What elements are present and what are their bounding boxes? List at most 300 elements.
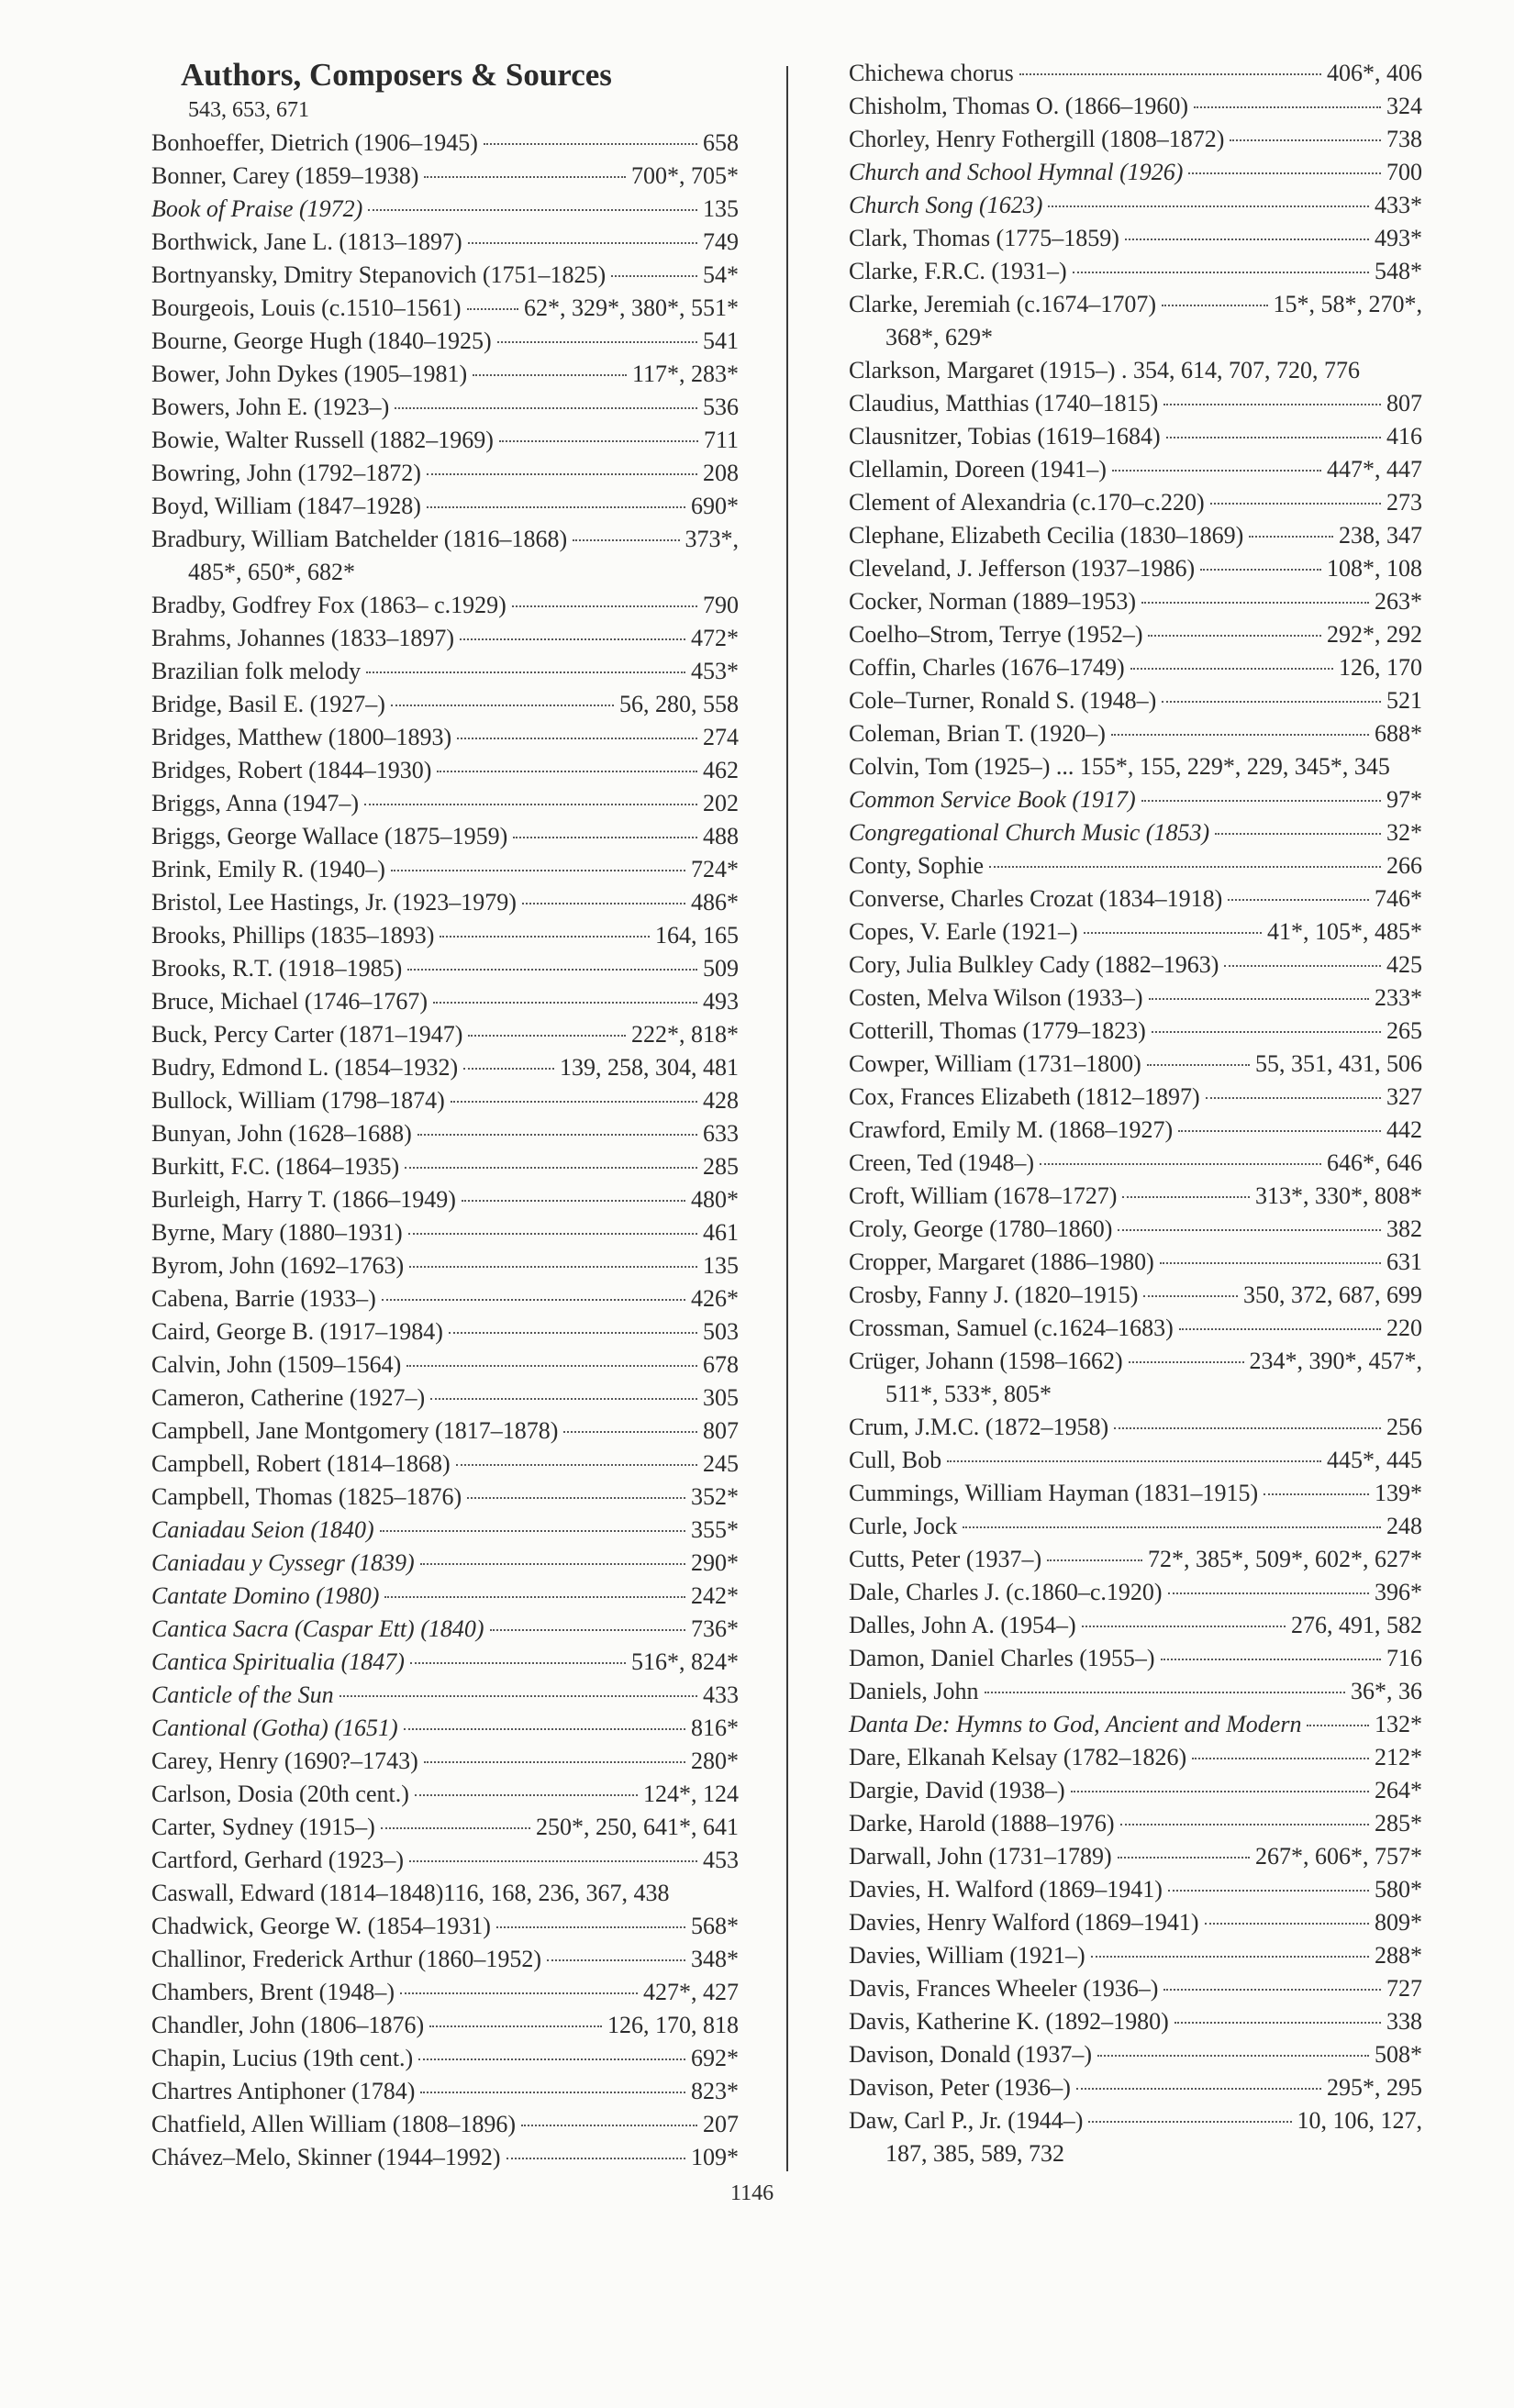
entry-name: Bunyan, John (1628–1688) — [151, 1120, 412, 1147]
dot-leader — [1148, 635, 1321, 637]
entry-name: Chichewa chorus — [849, 60, 1014, 86]
entry-pages: 690* — [691, 493, 739, 519]
dot-leader — [1129, 1361, 1244, 1363]
index-entry — [151, 193, 739, 226]
entry-name: Bonhoeffer, Dietrich (1906–1945) — [151, 129, 478, 156]
dot-leader — [963, 1526, 1381, 1528]
index-entry — [849, 1774, 1422, 1807]
dot-leader — [449, 1332, 697, 1334]
entry-pages: 285 — [703, 1153, 739, 1180]
dot-leader — [1076, 2088, 1321, 2090]
entry-pages: 425 — [1386, 951, 1422, 978]
entry-name: Bridge, Basil E. (1927–) — [151, 691, 385, 717]
index-entry — [151, 1117, 739, 1150]
index-entry — [151, 1745, 739, 1778]
entry-pages: 267*, 606*, 757* — [1255, 1843, 1422, 1870]
entry-name: Byrne, Mary (1880–1931) — [151, 1219, 403, 1246]
entry-name: Campbell, Jane Montgomery (1817–1878) — [151, 1417, 559, 1444]
entry-pages: 135 — [703, 195, 739, 222]
index-entry — [849, 651, 1422, 684]
entry-pages: 746* — [1375, 885, 1422, 912]
dot-leader — [1088, 2121, 1291, 2123]
entry-pages: 280* — [691, 1748, 739, 1774]
entry-pages: 295*, 295 — [1327, 2074, 1422, 2101]
entry-name: Bradbury, William Batchelder (1816–1868) — [151, 526, 568, 552]
entry-name: Cole–Turner, Ronald S. (1948–) — [849, 687, 1157, 714]
entry-name: Dare, Elkanah Kelsay (1782–1826) — [849, 1744, 1187, 1770]
dot-leader — [1097, 2055, 1369, 2057]
entry-name: Church and School Hymnal (1926) — [849, 159, 1184, 185]
index-entry — [151, 127, 739, 160]
dot-leader — [391, 870, 685, 871]
entry-pages: 274 — [703, 724, 739, 750]
dot-leader — [1122, 1196, 1250, 1198]
entry-pages: 736* — [691, 1615, 739, 1642]
index-entry — [151, 655, 739, 688]
entry-name: Coffin, Charles (1676–1749) — [849, 654, 1125, 681]
dot-leader — [380, 1530, 685, 1532]
dot-leader — [1205, 1923, 1369, 1925]
entry-name: Davies, H. Walford (1869–1941) — [849, 1876, 1163, 1903]
entry-pages: 139* — [1375, 1480, 1422, 1506]
index-entry — [151, 1976, 739, 2009]
entry-pages: 233* — [1375, 984, 1422, 1011]
dot-leader — [424, 1761, 685, 1763]
entry-pages: 355* — [691, 1516, 739, 1543]
entry-pages: 816* — [691, 1714, 739, 1741]
column-divider — [786, 66, 788, 2171]
index-entry — [849, 57, 1422, 90]
dot-leader — [1091, 1956, 1369, 1958]
index-entry — [849, 1840, 1422, 1873]
index-entry — [151, 2042, 739, 2075]
entry-name: Clellamin, Doreen (1941–) — [849, 456, 1107, 483]
entry-pages: 273 — [1386, 489, 1422, 516]
entry-name: Borthwick, Jane L. (1813–1897) — [151, 228, 462, 255]
index-entry — [849, 1444, 1422, 1477]
entry-name: Carey, Henry (1690?–1743) — [151, 1748, 418, 1774]
entry-pages: 276, 491, 582 — [1291, 1612, 1422, 1638]
entry-pages: 220 — [1386, 1315, 1422, 1341]
entry-pages: 263* — [1375, 588, 1422, 615]
entry-name: Clausnitzer, Tobias (1619–1684) — [849, 423, 1161, 449]
dot-leader — [484, 143, 697, 145]
entry-name: Chapin, Lucius (19th cent.) — [151, 2045, 414, 2071]
entry-pages: 445*, 445 — [1327, 1447, 1422, 1473]
dot-leader — [1200, 569, 1321, 571]
dot-leader — [340, 1695, 697, 1697]
entry-pages: 461 — [703, 1219, 739, 1246]
entry-pages: 427*, 427 — [643, 1979, 739, 2005]
dot-leader — [1168, 1890, 1369, 1892]
dot-leader — [1040, 1163, 1321, 1165]
entry-pages: 433* — [1375, 192, 1422, 218]
entry-name: Brooks, R.T. (1918–1985) — [151, 955, 403, 982]
index-entry — [849, 982, 1422, 1015]
entry-name: Bridges, Robert (1844–1930) — [151, 757, 432, 783]
index-entry — [849, 156, 1422, 189]
dot-leader — [1125, 239, 1369, 240]
entry-name: Dargie, David (1938–) — [849, 1777, 1065, 1803]
entry-pages: 250*, 250, 641*, 641 — [536, 1814, 739, 1840]
section-title: Authors, Composers & Sources — [181, 57, 612, 93]
index-entry — [849, 1741, 1422, 1774]
entry-pages: 488 — [703, 823, 739, 849]
entry-pages: 568* — [691, 1913, 739, 1939]
dot-leader — [409, 1266, 697, 1268]
dot-leader — [1206, 1097, 1381, 1099]
entry-name: Briggs, Anna (1947–) — [151, 790, 360, 816]
dot-leader — [1192, 1758, 1369, 1759]
dot-leader — [490, 1629, 685, 1631]
index-entry — [849, 1972, 1422, 2005]
entry-pages: 350, 372, 687, 699 — [1243, 1282, 1422, 1308]
index-entry — [849, 1213, 1422, 1246]
index-entry — [849, 2104, 1422, 2170]
entry-pages: 56, 280, 558 — [619, 691, 739, 717]
dot-leader — [364, 804, 697, 805]
index-entry — [849, 387, 1422, 420]
entry-name: Davis, Frances Wheeler (1936–) — [849, 1975, 1159, 2002]
dot-leader — [1084, 932, 1262, 934]
dot-leader — [573, 539, 679, 541]
entry-name: Davison, Donald (1937–) — [849, 2041, 1093, 2068]
index-entry — [151, 985, 739, 1018]
index-entry — [849, 189, 1422, 222]
entry-name: Crawford, Emily M. (1868–1927) — [849, 1116, 1174, 1143]
entry-pages: 97* — [1386, 786, 1422, 813]
entry-pages: 396* — [1375, 1579, 1422, 1605]
entry-name: Davies, Henry Walford (1869–1941) — [849, 1909, 1199, 1936]
index-entry — [849, 1477, 1422, 1510]
entry-name: Crosby, Fanny J. (1820–1915) — [849, 1282, 1139, 1308]
entry-name: Bower, John Dykes (1905–1981) — [151, 361, 468, 387]
entry-name: Crüger, Johann (1598–1662) — [849, 1348, 1123, 1374]
entry-pages: 711 — [703, 427, 739, 453]
index-entry — [849, 1015, 1422, 1048]
dot-leader — [427, 473, 697, 475]
index-entry — [849, 1675, 1422, 1708]
index-entry — [151, 820, 739, 853]
entry-name: Davis, Katherine K. (1892–1980) — [849, 2008, 1169, 2035]
entry-name: Converse, Charles Crozat (1834–1918) — [849, 885, 1223, 912]
dot-leader — [1073, 272, 1369, 273]
dot-leader — [467, 1497, 685, 1499]
entry-name: Coleman, Brian T. (1920–) — [849, 720, 1106, 747]
entry-pages: 290* — [691, 1549, 739, 1576]
dot-leader — [427, 506, 685, 508]
index-entry — [849, 1642, 1422, 1675]
index-entry — [151, 1877, 739, 1910]
dot-leader — [415, 1794, 638, 1796]
entry-name: Bonner, Carey (1859–1938) — [151, 162, 419, 189]
continuation-line: 543, 653, 671 — [188, 98, 309, 122]
entry-pages: 700 — [1386, 159, 1422, 185]
entry-pages: 348* — [691, 1946, 739, 1972]
entry-name: Bristol, Lee Hastings, Jr. (1923–1979) — [151, 889, 517, 915]
index-entry — [849, 90, 1422, 123]
entry-pages: 442 — [1386, 1116, 1422, 1143]
index-entry — [849, 618, 1422, 651]
entry-pages: 738 — [1386, 126, 1422, 152]
dot-leader — [1161, 1659, 1381, 1660]
dot-leader — [1048, 205, 1369, 207]
entry-pages: 521 — [1386, 687, 1422, 714]
index-entry — [151, 259, 739, 292]
entry-pages: 109* — [691, 2144, 739, 2170]
dot-leader — [1162, 305, 1267, 306]
entry-pages: 548* — [1375, 258, 1422, 284]
dot-leader — [499, 440, 698, 442]
entry-pages: 327 — [1386, 1083, 1422, 1110]
entry-pages: 72*, 385*, 509*, 602*, 627* — [1148, 1546, 1422, 1572]
entry-pages: 480* — [691, 1186, 739, 1213]
entry-pages: 212* — [1375, 1744, 1422, 1770]
left-entry-list — [151, 127, 739, 2174]
index-entry — [151, 1249, 739, 1282]
entry-pages: 164, 165 — [655, 922, 739, 949]
entry-pages: 305 — [703, 1384, 739, 1411]
dot-leader — [395, 407, 697, 409]
entry-pages: 541 — [703, 327, 739, 354]
dot-leader — [1249, 536, 1333, 538]
entry-name: Conty, Sophie — [849, 852, 985, 879]
entry-name: Boyd, William (1847–1928) — [151, 493, 421, 519]
dot-leader — [429, 2025, 602, 2027]
dot-leader — [391, 705, 614, 706]
entry-name: Danta De: Hymns to God, Ancient and Modern — [849, 1711, 1302, 1737]
entry-pages: 117*, 283* — [631, 361, 739, 387]
dot-leader — [1141, 602, 1369, 604]
dot-leader — [366, 671, 685, 673]
index-entry — [849, 1873, 1422, 1906]
right-column — [849, 57, 1422, 2170]
index-entry — [151, 1018, 739, 1051]
entry-name: Cox, Frances Elizabeth (1812–1897) — [849, 1083, 1200, 1110]
entry-pages: 508* — [1375, 2041, 1422, 2068]
entry-pages: 202 — [703, 790, 739, 816]
entry-name: Buck, Percy Carter (1871–1947) — [151, 1021, 463, 1048]
dot-leader — [1019, 73, 1321, 75]
entry-pages: 536 — [703, 394, 739, 420]
entry-name: Chandler, John (1806–1876) — [151, 2012, 425, 2038]
index-entry — [849, 1147, 1422, 1180]
index-entry — [151, 787, 739, 820]
entry-pages: 462 — [703, 757, 739, 783]
entry-pages: 716 — [1386, 1645, 1422, 1671]
dot-leader — [417, 1134, 697, 1136]
index-entry — [849, 915, 1422, 949]
entry-name: Carter, Sydney (1915–) — [151, 1814, 375, 1840]
entry-pages: 135 — [703, 1252, 739, 1279]
dot-leader — [1168, 1592, 1369, 1594]
entry-name: Congregational Church Music (1853) — [849, 819, 1210, 846]
dot-leader — [496, 1926, 685, 1928]
dot-leader — [468, 242, 697, 244]
dot-leader — [1166, 437, 1381, 438]
entry-pages: 486* — [691, 889, 739, 915]
entry-name: Cory, Julia Bulkley Cady (1882–1963) — [849, 951, 1219, 978]
index-entry — [151, 490, 739, 523]
entry-pages: 208 — [703, 460, 739, 486]
index-entry — [151, 2009, 739, 2042]
index-entry — [151, 1778, 739, 1811]
dot-leader — [1224, 965, 1381, 967]
index-entry — [151, 919, 739, 952]
index-entry — [151, 1282, 739, 1315]
dot-leader — [1179, 1328, 1381, 1330]
dot-leader — [408, 1233, 697, 1235]
entry-pages: 382 — [1386, 1215, 1422, 1242]
index-entry — [151, 1150, 739, 1183]
entry-pages: 580* — [1375, 1876, 1422, 1903]
entry-pages: 453* — [691, 658, 739, 684]
index-entry — [849, 1312, 1422, 1345]
index-entry — [849, 519, 1422, 552]
index-entry — [849, 1939, 1422, 1972]
entry-name: Copes, V. Earle (1921–) — [849, 918, 1078, 945]
index-entry — [849, 486, 1422, 519]
dot-leader — [507, 2158, 685, 2159]
entry-pages: 265 — [1386, 1017, 1422, 1044]
entry-name: Cull, Bob — [849, 1447, 942, 1473]
entry-pages: 631 — [1386, 1248, 1422, 1275]
index-entry — [849, 717, 1422, 750]
dot-leader — [521, 2125, 697, 2126]
entry-name: Budry, Edmond L. (1854–1932) — [151, 1054, 459, 1081]
entry-name: Crum, J.M.C. (1872–1958) — [849, 1414, 1109, 1440]
dot-leader — [1147, 1064, 1250, 1066]
index-entry — [849, 1411, 1422, 1444]
entry-pages: 41*, 105*, 485* — [1267, 918, 1422, 945]
entry-name: Cropper, Margaret (1886–1980) — [849, 1248, 1154, 1275]
entry-name: Davies, William (1921–) — [849, 1942, 1085, 1969]
dot-leader — [1188, 172, 1381, 174]
entry-name: Bourgeois, Louis (c.1510–1561) — [151, 294, 462, 321]
dot-leader — [410, 1662, 626, 1664]
entry-name: Bullock, William (1798–1874) — [151, 1087, 445, 1114]
dot-leader — [368, 209, 697, 211]
entry-name: Chartres Antiphoner (1784) — [151, 2078, 416, 2104]
dot-leader — [463, 1068, 554, 1070]
entry-name: Croft, William (1678–1727) — [849, 1182, 1118, 1209]
index-entry — [849, 2071, 1422, 2104]
entry-name: Clark, Thomas (1775–1859) — [849, 225, 1119, 251]
entry-name: Common Service Book (1917) — [849, 786, 1136, 813]
index-entry — [849, 354, 1422, 387]
entry-pages: 256 — [1386, 1414, 1422, 1440]
index-entry — [849, 1543, 1422, 1576]
entry-name: Chambers, Brent (1948–) — [151, 1979, 395, 2005]
entry-name: Cotterill, Thomas (1779–1823) — [849, 1017, 1146, 1044]
entry-pages: 313*, 330*, 808* — [1255, 1182, 1422, 1209]
entry-pages: 108*, 108 — [1327, 555, 1422, 582]
entry-name: Cocker, Norman (1889–1953) — [849, 588, 1137, 615]
dot-leader — [440, 936, 650, 938]
dot-leader — [1111, 734, 1369, 736]
entry-pages: 242* — [691, 1582, 739, 1609]
dot-leader — [409, 1860, 697, 1862]
index-entry — [151, 160, 739, 193]
dot-leader — [405, 1167, 697, 1169]
entry-name: Campbell, Thomas (1825–1876) — [151, 1483, 462, 1510]
entry-name: Bourne, George Hugh (1840–1925) — [151, 327, 492, 354]
dot-leader — [384, 1596, 685, 1598]
entry-name: Crossman, Samuel (c.1624–1683) — [849, 1315, 1174, 1341]
entry-name: Cowper, William (1731–1800) — [849, 1050, 1141, 1077]
entry-pages: 54* — [703, 261, 739, 288]
index-entry — [151, 688, 739, 721]
entry-pages: 503 — [703, 1318, 739, 1345]
entry-pages: 633 — [703, 1120, 739, 1147]
entry-name: Cabena, Barrie (1933–) — [151, 1285, 376, 1312]
entry-name: Colvin, Tom (1925–) ... 155*, 155, 229*, 229, 345*, 345 — [849, 753, 1390, 780]
dot-leader — [457, 738, 697, 739]
index-entry — [151, 1415, 739, 1448]
entry-pages: 790 — [703, 592, 739, 618]
dot-leader — [1264, 1493, 1369, 1495]
dot-leader — [424, 176, 626, 178]
dot-leader — [1228, 899, 1369, 901]
index-entry — [151, 1084, 739, 1117]
dot-leader — [1047, 1559, 1142, 1561]
index-entry — [849, 453, 1422, 486]
index-entry — [849, 552, 1422, 585]
entry-pages: 15*, 58*, 270*, — [1273, 291, 1422, 317]
entry-name: Daniels, John — [849, 1678, 979, 1704]
index-entry — [849, 2038, 1422, 2071]
index-entry — [151, 325, 739, 358]
index-entry — [151, 952, 739, 985]
dot-leader — [947, 1460, 1321, 1462]
entry-name: Bortnyansky, Dmitry Stepanovich (1751–1825) — [151, 261, 607, 288]
dot-leader — [400, 1992, 638, 1994]
dot-leader — [1130, 668, 1333, 670]
dot-leader — [460, 638, 685, 640]
dot-leader — [989, 866, 1381, 868]
entry-name: Caniadau y Cyssegr (1839) — [151, 1549, 415, 1576]
left-column — [151, 57, 739, 2174]
index-entry — [849, 882, 1422, 915]
dot-leader — [451, 1101, 697, 1103]
index-entry — [151, 2075, 739, 2108]
index-entry — [151, 424, 739, 457]
entry-name: Coelho–Strom, Terrye (1952–) — [849, 621, 1143, 648]
dot-leader — [468, 1035, 626, 1037]
dot-leader — [1149, 998, 1369, 1000]
index-entry — [849, 1081, 1422, 1114]
entry-name: Brahms, Johannes (1833–1897) — [151, 625, 455, 651]
dot-leader — [1141, 800, 1381, 802]
index-entry — [151, 1613, 739, 1646]
dot-leader — [1162, 701, 1381, 703]
dot-leader — [512, 605, 697, 607]
dot-leader — [407, 969, 697, 971]
index-entry — [849, 783, 1422, 816]
entry-name: Caswall, Edward (1814–1848)116, 168, 236, 367, 438 — [151, 1880, 670, 1906]
index-entry — [151, 2141, 739, 2174]
index-entry — [849, 2005, 1422, 2038]
index-entry — [151, 391, 739, 424]
entry-name: Curle, Jock — [849, 1513, 958, 1539]
entry-pages-continued: 511*, 533*, 805* — [885, 1381, 1052, 1407]
entry-pages: 406*, 406 — [1327, 60, 1422, 86]
index-entry — [151, 1051, 739, 1084]
entry-pages: 207 — [703, 2111, 739, 2137]
dot-leader — [1112, 470, 1321, 472]
entry-pages: 807 — [1386, 390, 1422, 416]
entry-pages: 126, 170, 818 — [607, 2012, 739, 2038]
